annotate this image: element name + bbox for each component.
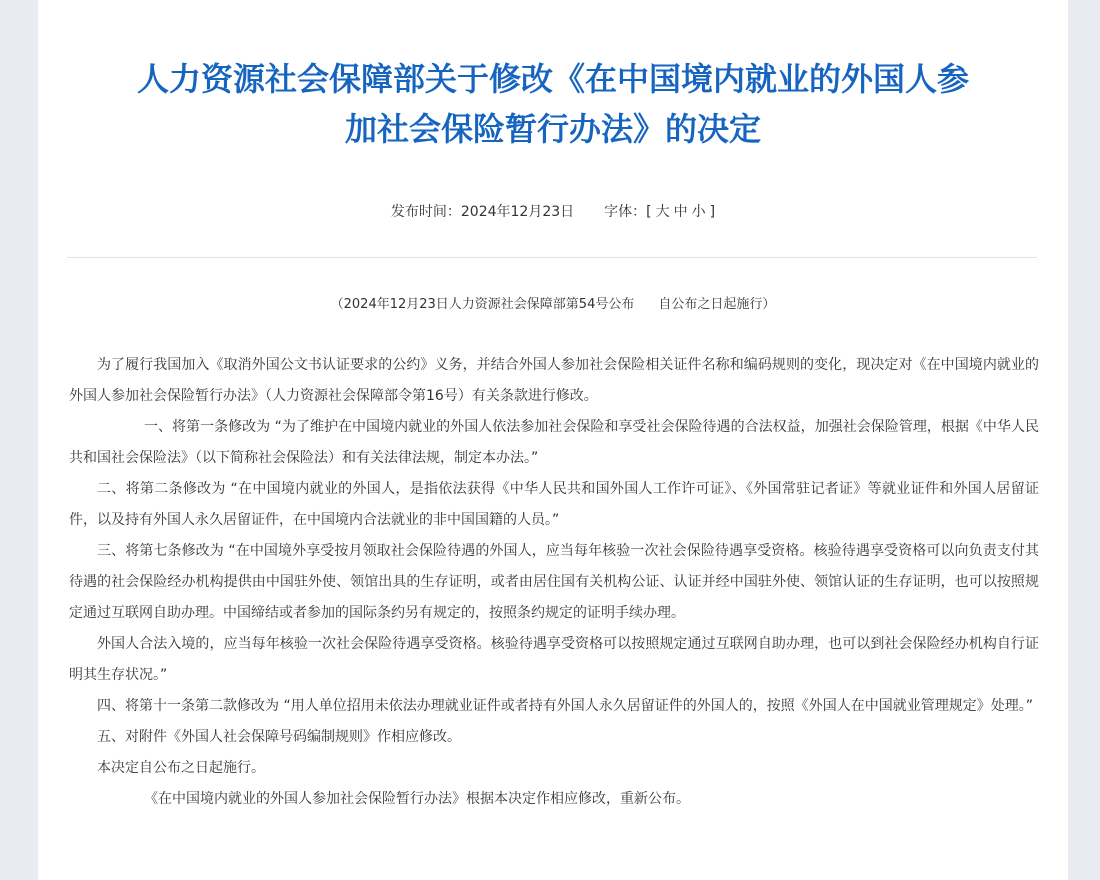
article-meta (38, 201, 1068, 221)
publication-note-part-1: （2024年12月23日人力资源社会保障部第54号公布 (330, 297, 635, 312)
font-size-open-bracket: [ (646, 204, 652, 220)
article-title-line-2: 加社会保险暂行办法》的决定 (344, 110, 761, 148)
font-size-label: 字体： (604, 204, 647, 220)
font-size-medium-link[interactable]: 中 (673, 204, 688, 220)
article-title-line-1: 人力资源社会保障部关于修改《在中国境内就业的外国人参 (136, 60, 969, 98)
paragraph-preamble: 为了履行我国加入《取消外国公文书认证要求的公约》义务，并结合外国人参加社会保险相关证件名称和编码规则的变化，现决定对《在中国境内就业的外国人参加社会保险暂行办法》（人力资源社会保障部令第16号）有关条款进行修改。 (69, 357, 1039, 404)
publish-date: 2024年12月23日 (460, 204, 575, 220)
publication-note (38, 293, 1068, 312)
paragraph-article-7: 三、将第七条修改为 “在中国境外享受按月领取社会保险待遇的外国人，应当每年核验一次社会保险待遇享受资格。核验待遇享受资格可以向负责支付其待遇的社会保险经办机构提供由中国驻外使、领馆出具的生存证明，或者由居住国有关机构公证、认证并经中国驻外使、领馆认证的生存证明，也可以按照规定通过互联网自助办理。中国缔结或者参加的国际条约另有规定的，按照条约规定的证明手续办理。 (69, 543, 1039, 621)
article-page (38, 0, 1068, 880)
header-divider (67, 257, 1037, 258)
article-body (69, 350, 1039, 815)
paragraph-attachment: 五、对附件《外国人社会保障号码编制规则》作相应修改。 (97, 729, 461, 745)
publication-note-part-2: 自公布之日起施行） (658, 297, 776, 312)
font-size-small-link[interactable]: 小 (691, 204, 706, 220)
paragraph-article-11: 四、将第十一条第二款修改为 “用人单位招用未依法办理就业证件或者持有外国人永久居留证件的外国人的，按照《外国人在中国就业管理规定》处理。” (97, 698, 1033, 714)
paragraph-article-1: 一、将第一条修改为 “为了维护在中国境内就业的外国人依法参加社会保险和享受社会保险待遇的合法权益，加强社会保险管理，根据《中华人民共和国社会保险法》（以下简称社会保险法）和有关法律法规，制定本办法。” (69, 419, 1039, 466)
font-size-close-bracket: ] (709, 204, 716, 220)
paragraph-effective: 本决定自公布之日起施行。 (97, 760, 265, 776)
paragraph-article-2: 二、将第二条修改为 “在中国境内就业的外国人，是指依法获得《中华人民共和国外国人工作许可证》、《外国常驻记者证》等就业证件和外国人居留证件，以及持有外国人永久居留证件，在中国境内合法就业的非中国国籍的人员。” (69, 481, 1039, 528)
font-size-large-link[interactable]: 大 (655, 204, 670, 220)
font-size-control (646, 204, 715, 220)
paragraph-article-7-continued: 外国人合法入境的，应当每年核验一次社会保险待遇享受资格。核验待遇享受资格可以按照规定通过互联网自助办理，也可以到社会保险经办机构自行证明其生存状况。” (69, 636, 1039, 683)
article-title (38, 54, 1068, 154)
publish-time-label: 发布时间： (390, 204, 461, 220)
paragraph-republish: 《在中国境内就业的外国人参加社会保险暂行办法》根据本决定作相应修改，重新公布。 (144, 791, 690, 807)
